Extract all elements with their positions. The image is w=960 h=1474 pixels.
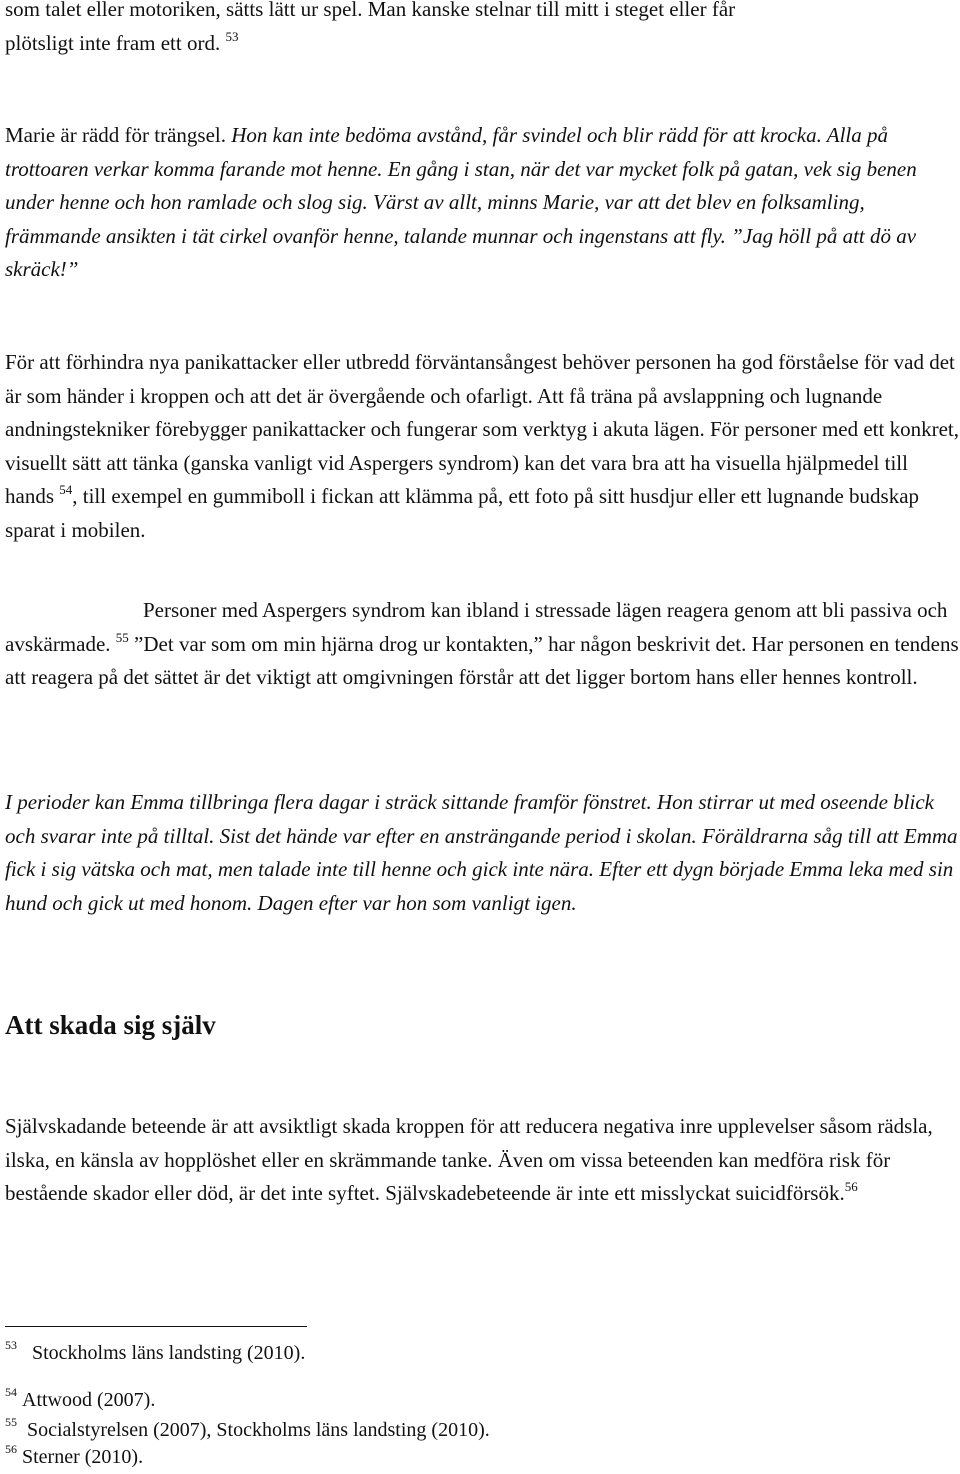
paragraph-continuation: som talet eller motoriken, sätts lätt ur spel. Man kanske stelnar till mitt i steget eller får plötsligt inte fram ett ord. $^{53}$	[5, 0, 736, 55]
paragraph-marie: Marie är rädd för trängsel. Hon kan inte bedöma avstånd, får svindel och blir rädd för att krocka. Alla på trottoaren verkar komma farande mot henne. En gång i stan, när det var mycket folk på gatan, vek sig benen under henne och hon ramlade och slog sig. Värst av allt, minns Marie, var att det blev en folksamling, främmande ansikten i tät cirkel ovanför henne, talande munnar och ingenstans att fly. ”Jag höll på att dö av skräck!”	[5, 123, 917, 281]
footnote-54: $^{54}$ Attwood (2007).	[5, 1385, 156, 1411]
footnote-ref-55[interactable]: 55	[115, 629, 129, 645]
case-example-emma: I perioder kan Emma tillbringa flera dagar i sträck sittande framför fönstret. Hon stirrar ut med oseende blick och svarar inte på tilltal. Sist det hände var efter en ansträngande period i skolan. Föräldrarna såg till att Emma fick i sig vätska och mat, men talade inte till henne och gick inte nära. Efter ett dygn började Emma leka med sin hund och gick ut med honom. Dagen efter var hon som vanligt igen.	[5, 790, 958, 915]
footnote-ref-53[interactable]: 53	[225, 28, 239, 44]
paragraph-panic-prevention: För att förhindra nya panikattacker eller utbredd förväntansångest behöver personen ha god förståelse för vad det är som händer i kroppen och att det är övergående och ofarligt. Att få träna på avslappning och lugnande andningstekniker förebygger panikattacker och fungerar som verktyg i akuta lägen. För personer med ett konkret, visuellt sätt att tänka (ganska vanligt vid Aspergers syndrom) kan det vara bra att ha visuella hjälpmedel till hands $^{54}$, till exempel en gummiboll i fickan att klämma på, ett foto på sitt husdjur eller ett lugnande budskap sparat i mobilen.	[5, 350, 960, 542]
section-heading: Att skada sig själv	[5, 1010, 216, 1040]
footnote-56: $^{56}$ Sterner (2010).	[5, 1442, 144, 1468]
case-example-marie: Hon kan inte bedöma avstånd, får svindel och blir rädd för att krocka. Alla på trottoaren verkar komma farande mot henne. En gång i stan, när det var mycket folk på gatan, vek sig benen under henne och hon ramlade och slog sig. Värst av allt, minns Marie, var att det blev en folksamling, främmande ansikten i tät cirkel ovanför henne, talande munnar och ingenstans att fly. ”Jag höll på att dö av skräck!”	[5, 123, 917, 281]
footnote-55: $^{55}$ Socialstyrelsen (2007), Stockholms läns landsting (2010).	[5, 1415, 490, 1441]
footnote-separator	[5, 1326, 307, 1327]
paragraph-asperger: Personer med Aspergers syndrom kan ibland i stressade lägen reagera genom att bli passiva och avskärmade. $^{55}$ ”Det var som om min hjärna drog ur kontakten,” har någon beskrivit det. Har personen en tendens att reagera på det sättet är det viktigt att omgivningen förstår att det ligger bortom hans eller hennes kontroll.	[5, 598, 959, 689]
paragraph-self-harm: Självskadande beteende är att avsiktligt skada kroppen för att reducera negativa inre upplevelser såsom rädsla, ilska, en känsla av hopplöshet eller en skrämmande tanke. Även om vissa beteenden kan medföra risk för bestående skador eller död, är det inte syftet. Självskadebeteende är inte ett misslyckat suicidförsök.$^{56}$	[5, 1114, 933, 1205]
footnote-53: $^{53}$ Stockholms läns landsting (2010).	[5, 1338, 306, 1364]
footnote-ref-56[interactable]: 56	[844, 1179, 858, 1194]
footnote-ref-54[interactable]: 54	[59, 482, 73, 497]
